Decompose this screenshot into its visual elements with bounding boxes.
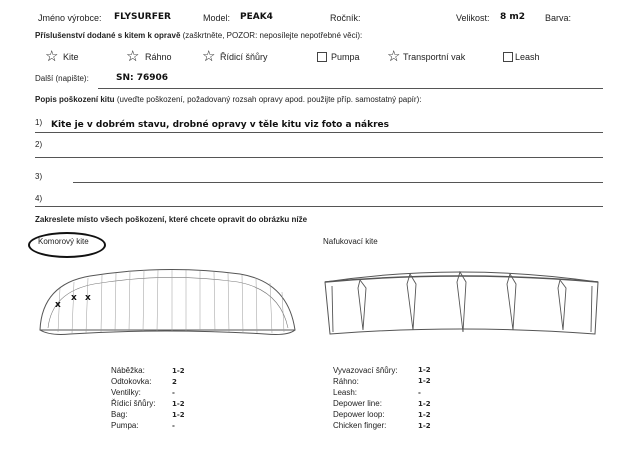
part-label: Ventilky:: [111, 388, 141, 397]
part-value[interactable]: 2: [172, 378, 177, 386]
ram-kite-label: Komorový kite: [38, 237, 89, 246]
part-value[interactable]: 1-2: [172, 400, 185, 408]
accessory-label-bar: Ráhno: [145, 52, 172, 62]
damage-line-number: 2): [35, 140, 43, 149]
accessory-label-pump: Pumpa: [331, 52, 360, 62]
accessories-heading-note: (zaškrtněte, POZOR: neposílejte nepotřebné věci):: [182, 31, 363, 40]
year-label: Ročník:: [330, 13, 361, 23]
part-value[interactable]: -: [172, 389, 175, 397]
part-label: Leash:: [333, 388, 358, 397]
part-label: Pumpa:: [111, 421, 139, 430]
inflatable-kite-diagram[interactable]: [320, 262, 605, 347]
part-label: Náběžka:: [111, 366, 145, 375]
accessory-label-lines: Řídicí šňůry: [220, 52, 268, 62]
manufacturer-label: Jméno výrobce:: [38, 13, 102, 23]
damage-mark[interactable]: x: [85, 293, 91, 303]
part-label: Odtokovka:: [111, 377, 152, 386]
damage-line-number: 4): [35, 194, 43, 203]
part-label: Vyvazovací šňůry:: [333, 366, 398, 375]
part-label: Depower line:: [333, 399, 382, 408]
part-value[interactable]: 1-2: [418, 411, 431, 419]
part-value[interactable]: -: [418, 389, 421, 397]
damage-mark[interactable]: x: [71, 293, 77, 303]
part-value[interactable]: 1-2: [418, 400, 431, 408]
damage-line-rule: [35, 132, 603, 133]
checked-star-icon[interactable]: ☆: [387, 48, 401, 65]
damage-line-rule: [35, 206, 603, 207]
color-label: Barva:: [545, 13, 572, 23]
damage-line-text[interactable]: Kite je v dobrém stavu, drobné opravy v těle kitu viz foto a nákres: [51, 120, 390, 130]
accessory-label-leash: Leash: [515, 52, 540, 62]
part-label: Depower loop:: [333, 410, 385, 419]
size-value[interactable]: 8 m2: [500, 12, 526, 22]
checked-star-icon[interactable]: ☆: [126, 48, 140, 65]
damage-line-number: 1): [35, 118, 43, 127]
accessory-label-kite: Kite: [63, 52, 79, 62]
part-value[interactable]: 1-2: [172, 411, 185, 419]
part-label: Chicken finger:: [333, 421, 387, 430]
damage-heading-bold: Popis poškození kitu: [35, 95, 115, 104]
other-underline: [98, 88, 603, 89]
size-label: Velikost:: [456, 13, 490, 23]
part-value[interactable]: 1-2: [418, 422, 431, 430]
accessory-label-bag: Transportní vak: [403, 52, 466, 62]
part-value[interactable]: 1-2: [418, 377, 431, 385]
damage-line-number: 3): [35, 172, 43, 181]
accessories-heading-bold: Příslušenství dodané s kitem k opravě: [35, 31, 181, 40]
damage-line-rule: [73, 182, 603, 183]
damage-mark[interactable]: x: [55, 300, 61, 310]
inflatable-kite-label: Nafukovací kite: [323, 237, 378, 246]
other-value[interactable]: SN: 76906: [116, 73, 169, 83]
damage-heading-note: (uveďte poškození, požadovaný rozsah opravy apod. použijte příp. samostatný papír):: [116, 95, 422, 104]
pump-checkbox[interactable]: [317, 52, 327, 62]
accessories-heading: [35, 31, 362, 40]
leash-checkbox[interactable]: [503, 52, 513, 62]
part-value[interactable]: -: [172, 422, 175, 430]
other-label: Další (napište):: [35, 74, 89, 83]
damage-line-rule: [35, 157, 603, 158]
manufacturer-value[interactable]: FLYSURFER: [114, 12, 171, 22]
diagram-heading: Zakreslete místo všech poškození, které chcete opravit do obrázku níže: [35, 215, 308, 224]
checked-star-icon[interactable]: ☆: [202, 48, 216, 65]
damage-heading: [35, 95, 421, 104]
part-label: Řídicí šňůry:: [111, 399, 156, 408]
model-value[interactable]: PEAK4: [240, 12, 273, 22]
checked-star-icon[interactable]: ☆: [45, 48, 59, 65]
part-value[interactable]: 1-2: [172, 367, 185, 375]
part-value[interactable]: 1-2: [418, 366, 431, 374]
model-label: Model:: [203, 13, 231, 23]
part-label: Ráhno:: [333, 377, 359, 386]
part-label: Bag:: [111, 410, 128, 419]
